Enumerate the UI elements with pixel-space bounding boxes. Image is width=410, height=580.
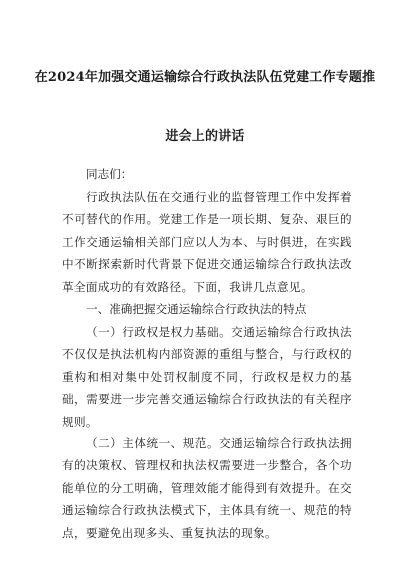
- document-title-line-2: 进会上的讲话: [165, 129, 245, 144]
- section-heading-1: 一、准确把握交通运输综合行政执法的特点: [86, 302, 307, 316]
- salutation: 同志们：: [86, 167, 133, 181]
- paragraph-intro: 行政执法队伍在交通行业的监督管理工作中发挥着不可替代的作用。党建工作是一项长期、复杂、艰巨的工作交通运输相关部门应以人为本、与时俱进，在实践中不断探索新时代背景下促进交通运输综合行政执法改革全面成功的有效路径。下面，我讲几点意见。: [62, 190, 352, 294]
- document-title-line-1: 在2024年加强交通运输综合行政执法队伍党建工作专题推: [34, 70, 376, 85]
- paragraph-subsection-2: （二）主体统一、规范。交通运输综合行政执法拥有的决策权、管理权和执法权需要进一步整合，各个功能单位的分工明确，管理效能才能得到有效提升。在交通运输综合行政执法模式下，主体具有统一、规范的特点，要避免出现多头、重复执法的现象。: [62, 436, 352, 540]
- paragraph-subsection-1: （一）行政权是权力基础。交通运输综合行政执法不仅仅是执法机构内部资源的重组与整合，与行政权的重构和相对集中处罚权制度不同，行政权是权力的基础，需要进一步完善交通运输综合行政执法的有关程序规则。: [62, 325, 352, 429]
